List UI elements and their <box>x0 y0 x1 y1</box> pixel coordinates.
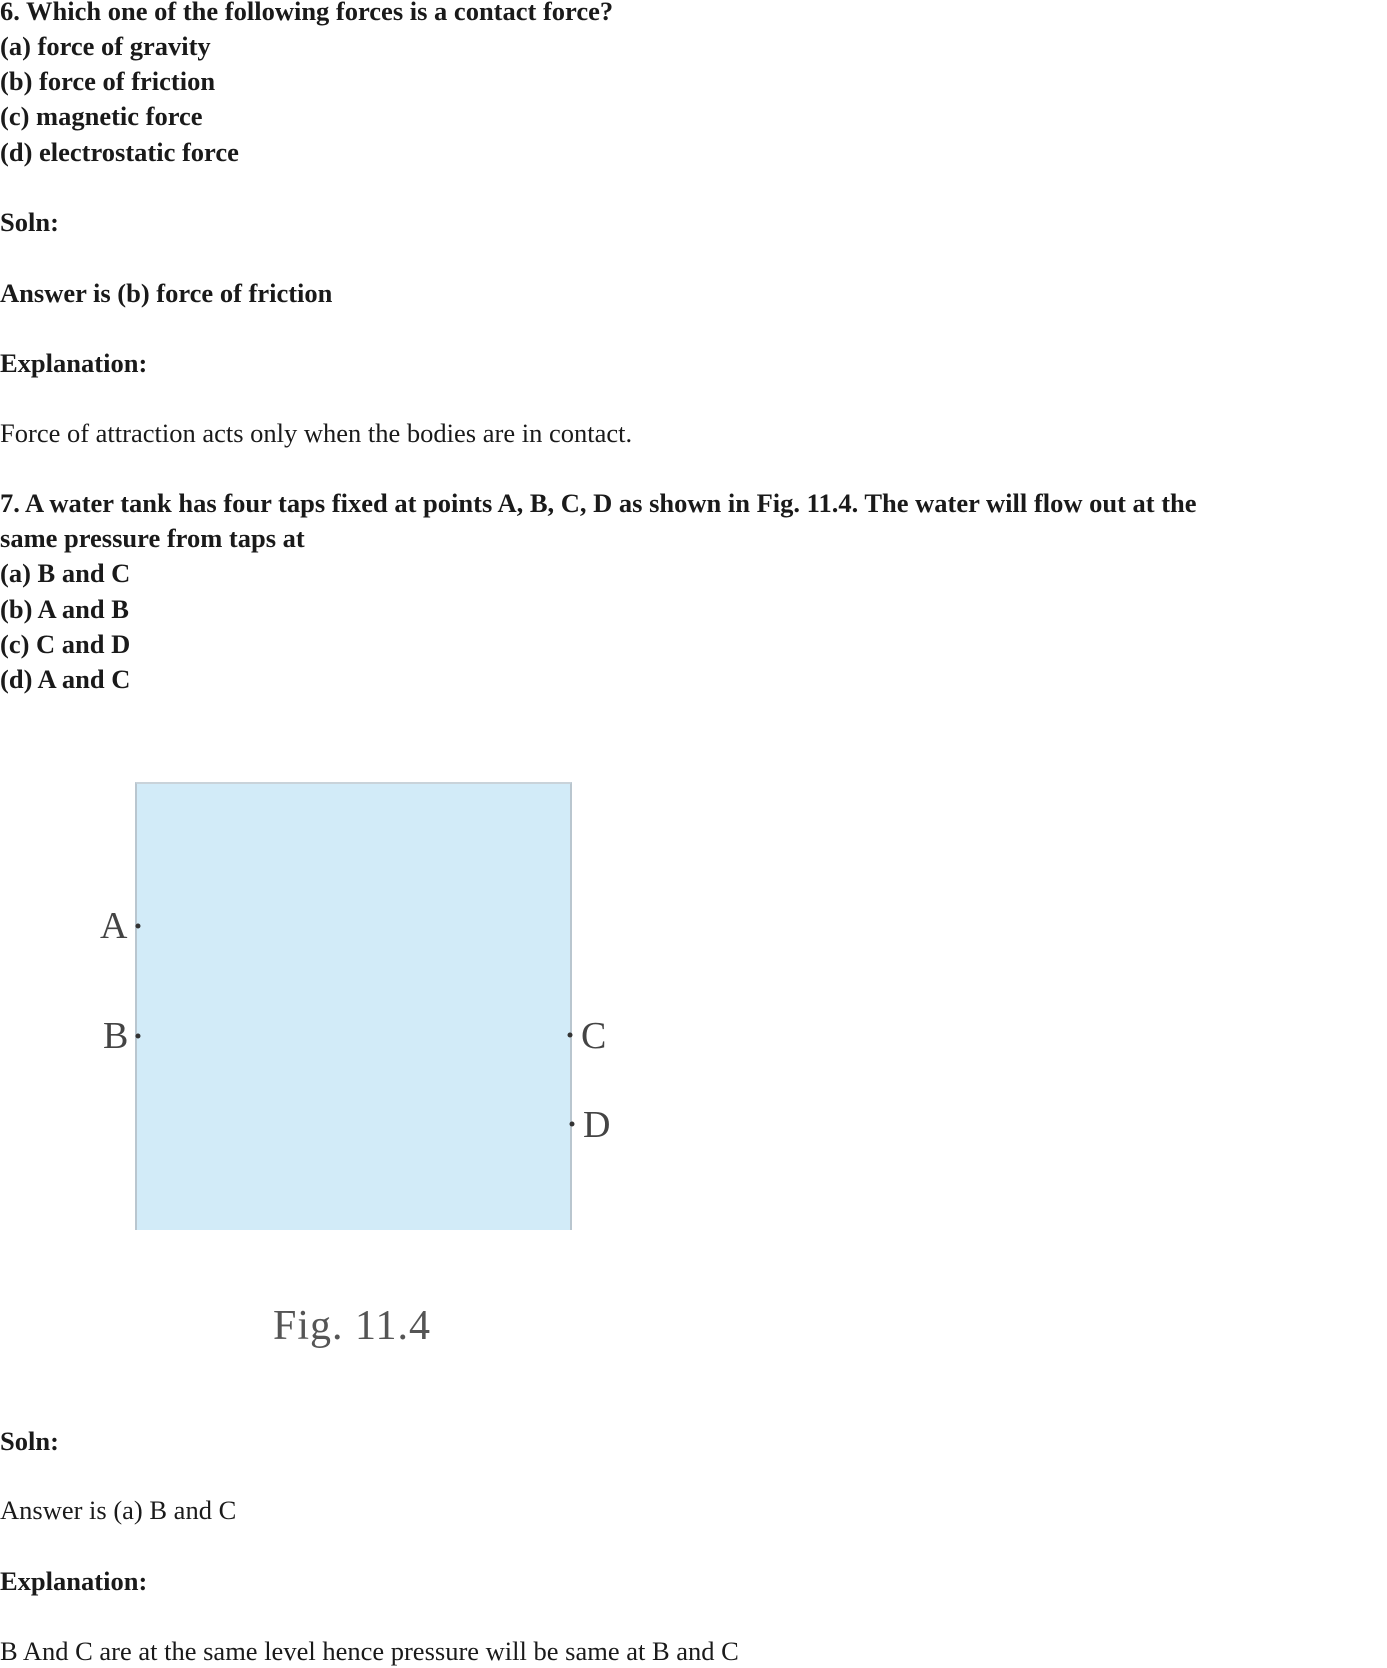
water-tank <box>135 782 572 1230</box>
q7-explanation-label: Explanation: <box>0 1566 148 1596</box>
tap-label-d: D <box>583 1104 611 1146</box>
tap-label-b: B <box>103 1015 129 1057</box>
figure-caption: Fig. 11.4 <box>273 1303 431 1349</box>
tap-label-c: C <box>581 1015 607 1057</box>
q6-question: 6. Which one of the following forces is a contact force? <box>0 0 614 26</box>
q6-answer: Answer is (b) force of friction <box>0 278 333 308</box>
q7-answer: Answer is (a) B and C <box>0 1495 237 1525</box>
q7-option-d: (d) A and C <box>0 664 131 694</box>
tap-d-dot <box>570 1122 575 1127</box>
q7-option-a: (a) B and C <box>0 558 131 588</box>
q6-explanation: Force of attraction acts only when the bodies are in contact. <box>0 418 633 448</box>
q7-explanation: B And C are at the same level hence pressure will be same at B and C <box>0 1636 739 1666</box>
tap-label-a: A <box>100 905 128 947</box>
tap-b-dot <box>136 1034 141 1039</box>
q7-question-line1: 7. A water tank has four taps fixed at points A, B, C, D as shown in Fig. 11.4. The water will flow out at the <box>0 488 1197 518</box>
q6-option-b: (b) force of friction <box>0 66 216 96</box>
q7-soln-label: Soln: <box>0 1426 59 1456</box>
q6-explanation-label: Explanation: <box>0 348 148 378</box>
q7-option-c: (c) C and D <box>0 629 131 659</box>
q6-option-a: (a) force of gravity <box>0 31 211 61</box>
q7-option-b: (b) A and B <box>0 594 129 624</box>
tap-a-dot <box>136 924 141 929</box>
q7-question-line2: same pressure from taps at <box>0 523 305 553</box>
q6-option-c: (c) magnetic force <box>0 101 203 131</box>
q6-option-d: (d) electrostatic force <box>0 137 239 167</box>
q6-soln-label: Soln: <box>0 207 59 237</box>
tap-c-dot <box>568 1033 573 1038</box>
